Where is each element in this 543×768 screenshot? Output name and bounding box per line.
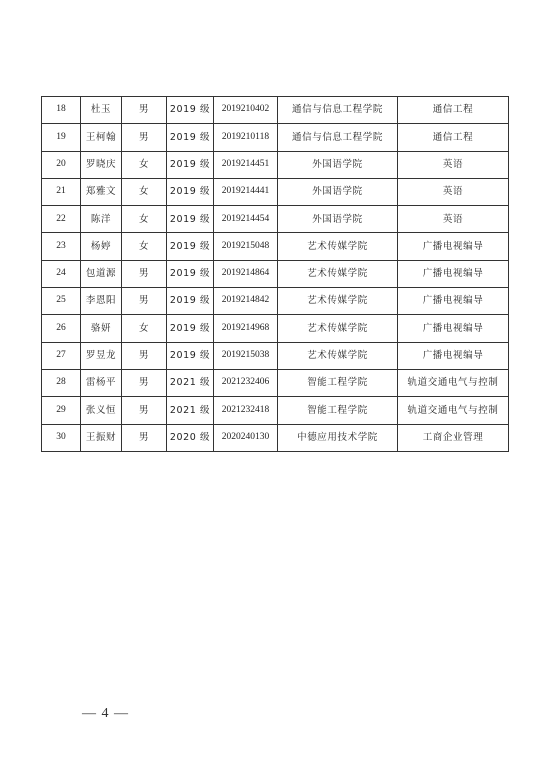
cell-college: 外国语学院 <box>278 206 398 233</box>
cell-student-id: 2019214968 <box>214 315 278 342</box>
cell-name: 李恩阳 <box>81 288 122 315</box>
student-roster-table <box>41 96 509 452</box>
cell-student-id: 2019214842 <box>214 288 278 315</box>
cell-index: 19 <box>42 124 81 151</box>
cell-name: 雷杨平 <box>81 369 122 396</box>
cell-student-id: 2019215038 <box>214 342 278 369</box>
cell-college: 艺术传媒学院 <box>278 342 398 369</box>
cell-grade: 2019 级 <box>167 342 214 369</box>
cell-major: 英语 <box>398 178 509 205</box>
cell-index: 30 <box>42 424 81 451</box>
table-row <box>42 260 509 287</box>
cell-college: 通信与信息工程学院 <box>278 97 398 124</box>
cell-grade: 2019 级 <box>167 288 214 315</box>
cell-grade: 2019 级 <box>167 97 214 124</box>
cell-major: 广播电视编导 <box>398 288 509 315</box>
cell-index: 28 <box>42 369 81 396</box>
cell-student-id: 2019210402 <box>214 97 278 124</box>
cell-student-id: 2020240130 <box>214 424 278 451</box>
cell-major: 通信工程 <box>398 97 509 124</box>
table-row <box>42 233 509 260</box>
cell-major: 广播电视编导 <box>398 315 509 342</box>
cell-gender: 男 <box>122 124 167 151</box>
table-row <box>42 342 509 369</box>
cell-major: 广播电视编导 <box>398 233 509 260</box>
table-row <box>42 369 509 396</box>
table-row <box>42 315 509 342</box>
cell-name: 罗晓庆 <box>81 151 122 178</box>
table-row <box>42 206 509 233</box>
cell-student-id: 2019214454 <box>214 206 278 233</box>
cell-college: 外国语学院 <box>278 151 398 178</box>
cell-college: 艺术传媒学院 <box>278 288 398 315</box>
cell-grade: 2019 级 <box>167 151 214 178</box>
cell-name: 包道源 <box>81 260 122 287</box>
cell-major: 英语 <box>398 151 509 178</box>
table-row <box>42 288 509 315</box>
cell-gender: 男 <box>122 424 167 451</box>
cell-index: 20 <box>42 151 81 178</box>
cell-gender: 男 <box>122 342 167 369</box>
cell-index: 22 <box>42 206 81 233</box>
cell-grade: 2019 级 <box>167 178 214 205</box>
cell-major: 广播电视编导 <box>398 342 509 369</box>
cell-index: 21 <box>42 178 81 205</box>
cell-gender: 男 <box>122 397 167 424</box>
cell-gender: 女 <box>122 315 167 342</box>
cell-name: 陈洋 <box>81 206 122 233</box>
cell-name: 郑雅文 <box>81 178 122 205</box>
cell-major: 英语 <box>398 206 509 233</box>
cell-name: 王振财 <box>81 424 122 451</box>
roster-body <box>42 97 509 452</box>
cell-college: 智能工程学院 <box>278 369 398 396</box>
cell-student-id: 2019210118 <box>214 124 278 151</box>
cell-name: 罗昱龙 <box>81 342 122 369</box>
cell-gender: 女 <box>122 206 167 233</box>
page-number: — 4 — <box>82 706 129 721</box>
cell-college: 艺术传媒学院 <box>278 315 398 342</box>
cell-grade: 2020 级 <box>167 424 214 451</box>
cell-college: 通信与信息工程学院 <box>278 124 398 151</box>
cell-gender: 男 <box>122 288 167 315</box>
cell-student-id: 2019215048 <box>214 233 278 260</box>
cell-college: 艺术传媒学院 <box>278 260 398 287</box>
table-row <box>42 97 509 124</box>
cell-student-id: 2019214864 <box>214 260 278 287</box>
cell-name: 王柯翰 <box>81 124 122 151</box>
table-row <box>42 397 509 424</box>
cell-grade: 2019 级 <box>167 124 214 151</box>
cell-grade: 2019 级 <box>167 233 214 260</box>
table-row <box>42 178 509 205</box>
cell-index: 27 <box>42 342 81 369</box>
cell-major: 广播电视编导 <box>398 260 509 287</box>
cell-gender: 女 <box>122 233 167 260</box>
cell-index: 26 <box>42 315 81 342</box>
cell-student-id: 2019214441 <box>214 178 278 205</box>
cell-index: 23 <box>42 233 81 260</box>
cell-gender: 女 <box>122 178 167 205</box>
cell-college: 智能工程学院 <box>278 397 398 424</box>
cell-major: 工商企业管理 <box>398 424 509 451</box>
cell-index: 29 <box>42 397 81 424</box>
cell-student-id: 2019214451 <box>214 151 278 178</box>
cell-major: 轨道交通电气与控制 <box>398 397 509 424</box>
cell-grade: 2019 级 <box>167 206 214 233</box>
cell-college: 中德应用技术学院 <box>278 424 398 451</box>
cell-index: 18 <box>42 97 81 124</box>
cell-gender: 女 <box>122 151 167 178</box>
table-row <box>42 151 509 178</box>
cell-gender: 男 <box>122 260 167 287</box>
cell-name: 骆妍 <box>81 315 122 342</box>
cell-gender: 男 <box>122 97 167 124</box>
cell-name: 杨婷 <box>81 233 122 260</box>
cell-gender: 男 <box>122 369 167 396</box>
cell-college: 艺术传媒学院 <box>278 233 398 260</box>
cell-major: 轨道交通电气与控制 <box>398 369 509 396</box>
cell-grade: 2019 级 <box>167 260 214 287</box>
cell-index: 25 <box>42 288 81 315</box>
cell-grade: 2021 级 <box>167 397 214 424</box>
cell-name: 杜玉 <box>81 97 122 124</box>
cell-index: 24 <box>42 260 81 287</box>
table-row <box>42 124 509 151</box>
cell-name: 张义恒 <box>81 397 122 424</box>
cell-student-id: 2021232418 <box>214 397 278 424</box>
cell-college: 外国语学院 <box>278 178 398 205</box>
cell-student-id: 2021232406 <box>214 369 278 396</box>
cell-major: 通信工程 <box>398 124 509 151</box>
cell-grade: 2021 级 <box>167 369 214 396</box>
cell-grade: 2019 级 <box>167 315 214 342</box>
table-row <box>42 424 509 451</box>
